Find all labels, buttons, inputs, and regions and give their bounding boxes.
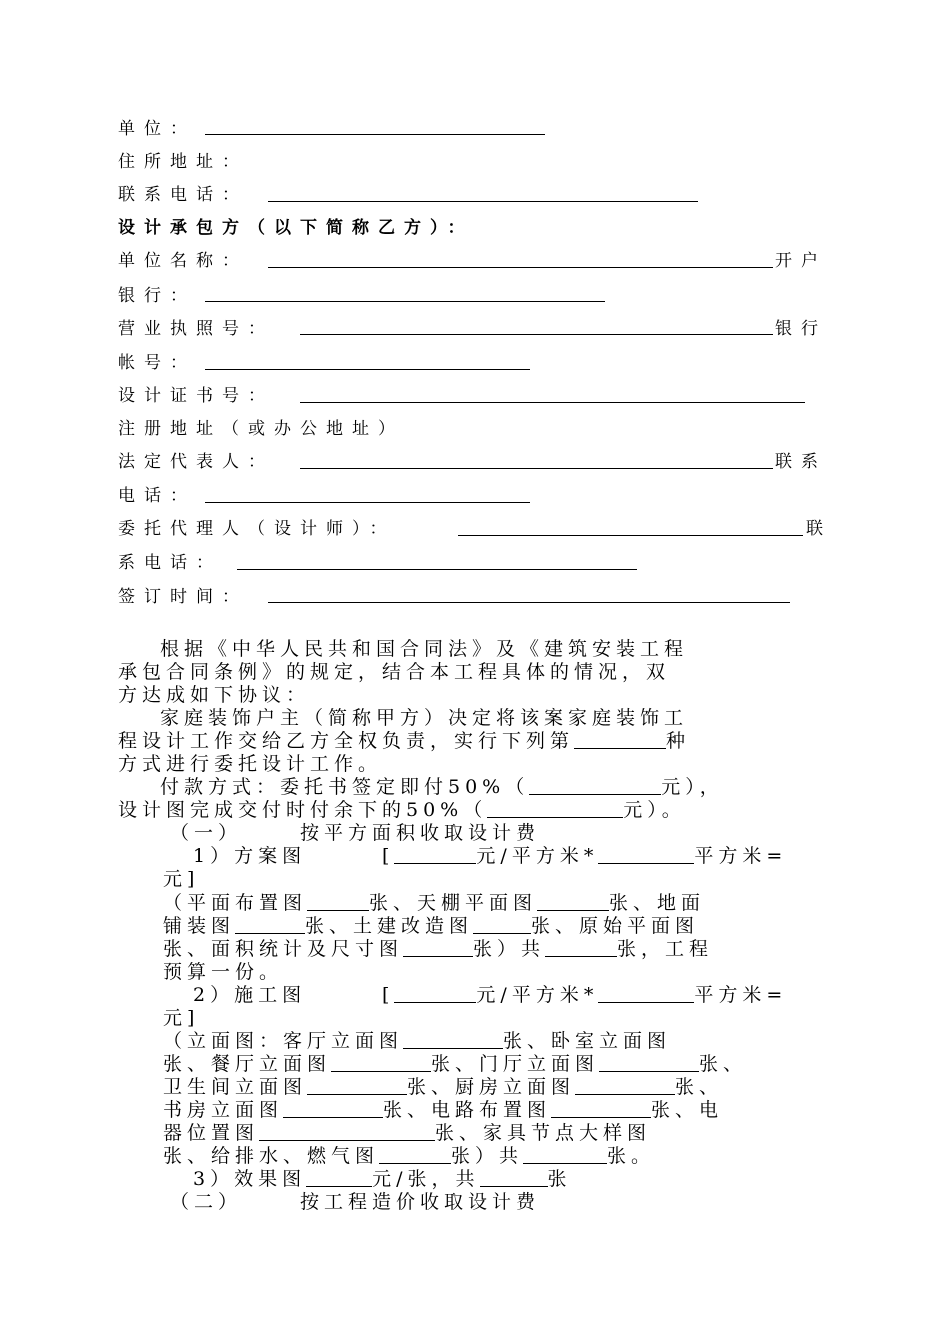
section-2-number: （二） xyxy=(170,1191,243,1213)
construction-total: 元] xyxy=(163,1007,200,1029)
foyer-elevation-blank[interactable] xyxy=(599,1053,699,1072)
living-room-elevation-blank[interactable] xyxy=(403,1030,503,1049)
elevation-text-2c: 张、 xyxy=(699,1053,748,1075)
section-1-heading: 按平方面积收取设计费 xyxy=(300,822,541,844)
paragraph-1-line-1: 根据《中华人民共和国合同法》及《建筑安装工程 xyxy=(160,638,689,660)
scheme-total: 元] xyxy=(163,868,200,890)
scheme-list-text-1c: 张、地面 xyxy=(609,892,706,914)
contractor-reg-address-label: 注册地址（或办公地址） xyxy=(118,419,404,439)
field-phone-blank[interactable] xyxy=(268,201,698,202)
contractor-cert-label: 设计证书号： xyxy=(118,386,274,406)
civil-change-blank[interactable] xyxy=(473,915,531,934)
contractor-unit-name-label: 单位名称： xyxy=(118,251,248,271)
contractor-heading: 设计承包方（以下简称乙方）： xyxy=(118,218,474,238)
contractor-agent-blank[interactable] xyxy=(458,535,803,536)
elevation-text-1a: （立面图：客厅立面图 xyxy=(163,1030,404,1052)
elevation-list-line-4 xyxy=(163,1099,723,1121)
elevation-text-3c: 张、 xyxy=(675,1076,724,1098)
elevation-text-1b: 张、卧室立面图 xyxy=(503,1030,672,1052)
contractor-license-blank[interactable] xyxy=(300,334,773,335)
elevation-text-3a: 卫生间立面图 xyxy=(163,1076,308,1098)
contractor-phone-label: 电话： xyxy=(118,486,196,506)
paragraph-2-line-2 xyxy=(118,730,690,752)
rendering-suffix: 张 xyxy=(547,1168,572,1190)
contractor-license-label: 营业执照号： xyxy=(118,319,274,339)
scheme-list-line-1 xyxy=(163,892,705,914)
construction-price-blank[interactable] xyxy=(394,984,476,1003)
scheme-list-text-3a: 张、面积统计及尺寸图 xyxy=(163,938,404,960)
elevation-text-2b: 张、门厅立面图 xyxy=(431,1053,600,1075)
scheme-list-text-2c: 张、原始平面图 xyxy=(531,915,700,937)
method-number-blank[interactable] xyxy=(574,730,666,749)
elevation-text-3b: 张、厨房立面图 xyxy=(407,1076,576,1098)
kitchen-elevation-blank[interactable] xyxy=(575,1076,675,1095)
dining-elevation-blank[interactable] xyxy=(331,1053,431,1072)
contractor-bank-blank[interactable] xyxy=(205,301,605,302)
payment-text-2b: 元）。 xyxy=(623,799,686,821)
scheme-unit: 元/平方米* xyxy=(476,845,599,867)
payment-text-2: 设计图完成交付时付余下的50%（ xyxy=(118,799,488,821)
contractor-agent-phone-label: 联 xyxy=(806,519,832,539)
elevation-text-5b: 张、家具节点大样图 xyxy=(435,1122,652,1144)
appliance-position-blank[interactable] xyxy=(259,1122,435,1141)
contractor-phone-blank[interactable] xyxy=(205,502,530,503)
scheme-list-text-1b: 张、天棚平面图 xyxy=(369,892,538,914)
payment-text-1b: 元）， xyxy=(661,776,724,798)
elevation-text-4a: 书房立面图 xyxy=(163,1099,284,1121)
section-2-heading: 按工程造价收取设计费 xyxy=(300,1191,541,1213)
scheme-drawing-label: 1）方案图 xyxy=(193,845,307,867)
scheme-total-count-blank[interactable] xyxy=(545,938,617,957)
floor-plan-blank[interactable] xyxy=(307,892,369,911)
scheme-list-text-2b: 张、土建改造图 xyxy=(305,915,474,937)
field-unit-label: 单位： xyxy=(118,119,196,139)
rendering-label: 3）效果图 xyxy=(193,1168,307,1190)
paragraph-2-suffix: 种 xyxy=(666,730,691,752)
construction-total-count-blank[interactable] xyxy=(523,1145,607,1164)
study-elevation-blank[interactable] xyxy=(283,1099,383,1118)
contractor-account-no-label: 帐号： xyxy=(118,353,196,373)
field-address-label: 住所地址： xyxy=(118,152,248,172)
elevation-list-line-3 xyxy=(163,1076,723,1098)
contractor-legal-rep-label: 法定代表人： xyxy=(118,452,274,472)
paragraph-2-line-1: 家庭装饰户主（简称甲方）决定将该案家庭装饰工 xyxy=(160,707,689,729)
construction-unit: 元/平方米* xyxy=(476,984,599,1006)
contractor-bank-label: 银行： xyxy=(118,286,196,306)
construction-equals: 平方米= xyxy=(694,984,788,1006)
rendering-line xyxy=(193,1168,572,1190)
construction-drawing-formula xyxy=(382,984,787,1006)
plumbing-gas-blank[interactable] xyxy=(379,1145,451,1164)
area-stats-blank[interactable] xyxy=(403,938,473,957)
contractor-agent-phone-blank[interactable] xyxy=(237,569,637,570)
contractor-cert-blank[interactable] xyxy=(300,402,805,403)
contractor-agent-phone2-label: 系电话： xyxy=(118,553,222,573)
elevation-text-2a: 张、餐厅立面图 xyxy=(163,1053,332,1075)
scheme-list-text-3c: 张，工程 xyxy=(617,938,714,960)
construction-drawing-label: 2）施工图 xyxy=(193,984,307,1006)
rendering-price-blank[interactable] xyxy=(306,1168,372,1187)
scheme-list-line-2 xyxy=(163,915,699,937)
contractor-bank-account-label: 银行 xyxy=(775,319,827,339)
payment-2-blank[interactable] xyxy=(487,799,623,818)
rendering-count-blank[interactable] xyxy=(480,1168,548,1187)
scheme-list-text-1a: （平面布置图 xyxy=(163,892,308,914)
elevation-text-4c: 张、电 xyxy=(651,1099,724,1121)
field-phone-label: 联系电话： xyxy=(118,185,248,205)
construction-area-blank[interactable] xyxy=(598,984,694,1003)
elevation-text-6b: 张）共 xyxy=(451,1145,524,1167)
sign-time-label: 签订时间： xyxy=(118,587,248,607)
scheme-equals: 平方米= xyxy=(694,845,788,867)
payment-1-blank[interactable] xyxy=(529,776,661,795)
paving-plan-blank[interactable] xyxy=(235,915,305,934)
elevation-text-5a: 器位置图 xyxy=(163,1122,260,1144)
elevation-list-line-6 xyxy=(163,1145,655,1167)
elevation-list-line-5 xyxy=(163,1122,651,1144)
contractor-unit-name-blank[interactable] xyxy=(268,267,773,268)
paragraph-1-line-3: 方达成如下协议： xyxy=(118,684,311,706)
paragraph-1-line-2: 承包合同条例》的规定，结合本工程具体的情况，双 xyxy=(118,661,671,683)
scheme-list-text-3b: 张）共 xyxy=(473,938,546,960)
payment-text-1: 付款方式：委托书签定即付50%（ xyxy=(160,776,530,798)
elevation-text-6c: 张。 xyxy=(607,1145,656,1167)
scheme-list-line-4: 预算一份。 xyxy=(163,961,284,983)
contractor-account-no-blank[interactable] xyxy=(205,369,530,370)
circuit-layout-blank[interactable] xyxy=(551,1099,651,1118)
construction-bracket: [ xyxy=(382,984,395,1006)
contractor-legal-phone-label: 联系 xyxy=(775,452,827,472)
contractor-legal-rep-blank[interactable] xyxy=(300,468,773,469)
payment-line-2 xyxy=(118,799,686,821)
scheme-price-blank[interactable] xyxy=(394,845,476,864)
elevation-list-line-1 xyxy=(163,1030,671,1052)
scheme-list-line-3 xyxy=(163,938,713,960)
scheme-list-text-2a: 铺装图 xyxy=(163,915,236,937)
field-unit-blank[interactable] xyxy=(205,134,545,135)
elevation-text-6a: 张、给排水、燃气图 xyxy=(163,1145,380,1167)
rendering-unit: 元/张，共 xyxy=(372,1168,480,1190)
contractor-account-open-label: 开户 xyxy=(775,251,827,271)
paragraph-2-text: 程设计工作交给乙方全权负责，实行下列第 xyxy=(118,730,575,752)
paragraph-2-line-3: 方式进行委托设计工作。 xyxy=(118,753,383,775)
payment-line-1 xyxy=(160,776,724,798)
scheme-drawing-formula xyxy=(382,845,787,867)
scheme-area-blank[interactable] xyxy=(598,845,694,864)
ceiling-plan-blank[interactable] xyxy=(537,892,609,911)
bathroom-elevation-blank[interactable] xyxy=(307,1076,407,1095)
sign-time-blank[interactable] xyxy=(268,602,790,603)
scheme-bracket: [ xyxy=(382,845,395,867)
elevation-text-4b: 张、电路布置图 xyxy=(383,1099,552,1121)
section-1-number: （一） xyxy=(170,822,243,844)
contractor-agent-label: 委托代理人（设计师）： xyxy=(118,519,396,539)
elevation-list-line-2 xyxy=(163,1053,747,1075)
